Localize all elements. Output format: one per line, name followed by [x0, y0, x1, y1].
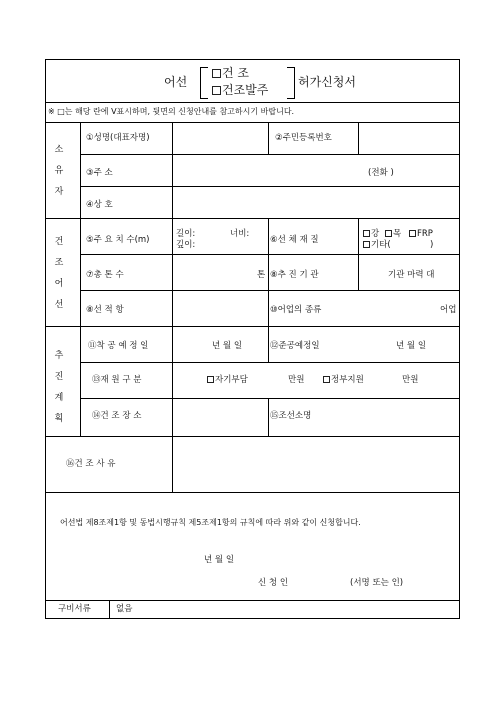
- vessel-breadth-label: 너비:: [230, 229, 250, 239]
- title-suffix: 허가신청서: [298, 75, 356, 89]
- divider: [45, 122, 460, 123]
- title-option-order-label: 건조발주: [222, 83, 269, 97]
- plan-section-label: 추 진 계 획: [54, 351, 64, 424]
- divider: [172, 218, 173, 326]
- hull-option-other-close: ): [430, 240, 434, 250]
- documents-label: 구비서류: [58, 604, 91, 614]
- checkbox-icon[interactable]: [212, 86, 221, 95]
- checkbox-icon[interactable]: [409, 230, 416, 237]
- title-option-construct-label: 건 조: [222, 66, 249, 80]
- divider: [45, 492, 460, 493]
- vessel-engine-label: ⑧추 진 기 관: [270, 270, 319, 280]
- declaration-text: 어선법 제8조제1항 및 동법시행규칙 제5조제1항의 규칙에 따라 위와 같이 신청합니다.: [60, 518, 361, 527]
- funding-option-gov[interactable]: 정부지원: [323, 376, 364, 385]
- divider: [45, 326, 460, 327]
- funding-self-unit: 만원: [288, 375, 305, 385]
- plan-funding-label: ⑬재 원 구 분: [92, 375, 142, 385]
- divider: [80, 362, 460, 363]
- checkbox-icon[interactable]: [212, 69, 221, 78]
- owner-address-label: ③주 소: [86, 168, 113, 178]
- divider: [45, 436, 460, 437]
- divider: [268, 398, 269, 436]
- divider: [268, 218, 269, 326]
- vessel-port-label: ⑧선 적 항: [86, 305, 124, 315]
- vessel-hull-label: ⑥선 체 재 질: [270, 235, 319, 245]
- vessel-tonnage-label: ⑦총 톤 수: [86, 270, 124, 280]
- divider: [109, 600, 110, 619]
- notice-text: ※ □는 해당 란에 V표시하며, 뒷면의 신청안내를 참고하시기 바랍니다.: [48, 107, 295, 116]
- divider: [268, 326, 269, 362]
- reason-label: ⑯건 조 사 유: [66, 459, 116, 469]
- owner-name-label: ①성명(대표자명): [86, 133, 150, 143]
- divider: [172, 122, 173, 154]
- checkbox-icon[interactable]: [207, 376, 214, 383]
- divider: [80, 122, 81, 218]
- owner-company-label: ④상 호: [86, 200, 113, 210]
- divider: [80, 154, 460, 155]
- title-prefix: 어선: [164, 75, 188, 89]
- divider: [80, 254, 460, 255]
- documents-value: 없음: [116, 604, 133, 614]
- vessel-length-label: 길이:: [176, 229, 196, 239]
- title-option-order[interactable]: [212, 84, 268, 96]
- divider: [172, 436, 173, 492]
- funding-option-self[interactable]: 자기부담: [207, 376, 248, 385]
- plan-start-date: 년 월 일: [212, 341, 243, 351]
- checkbox-icon[interactable]: [363, 241, 370, 248]
- divider: [80, 218, 81, 326]
- owner-phone-label: (전화 ): [368, 168, 394, 178]
- application-form: [45, 59, 460, 619]
- owner-reg-label: ②주민등록번호: [275, 133, 332, 143]
- hull-option-wood[interactable]: 목: [385, 230, 401, 239]
- hull-option-steel[interactable]: 강: [363, 230, 379, 239]
- divider: [172, 326, 173, 436]
- plan-site-label: ⑭건 조 장 소: [92, 411, 142, 421]
- divider: [45, 218, 460, 219]
- signature-label: (서명 또는 인): [350, 578, 404, 588]
- divider: [45, 600, 460, 601]
- title-left-bracket: [200, 67, 208, 99]
- owner-section-label: 소 유 자: [54, 145, 64, 197]
- vessel-depth-label: 깊이:: [176, 240, 196, 250]
- hull-option-other[interactable]: 기타(: [363, 241, 391, 250]
- divider: [80, 326, 81, 436]
- plan-start-label: ⑪착 공 예 정 일: [88, 341, 149, 351]
- vessel-section-label: 건 조 어 선: [54, 237, 64, 310]
- title-option-construct[interactable]: [212, 67, 249, 79]
- date-line: 년 월 일: [204, 555, 235, 565]
- divider: [358, 122, 359, 154]
- checkbox-icon[interactable]: [385, 230, 392, 237]
- vessel-dimensions-label: ⑤주 요 치 수(m): [86, 235, 150, 245]
- divider: [80, 290, 460, 291]
- plan-shipyard-label: ⑮조선소명: [270, 411, 312, 421]
- divider: [268, 122, 269, 154]
- divider: [80, 398, 460, 399]
- funding-gov-unit: 만원: [402, 375, 419, 385]
- vessel-engine-unit: 기관 마력 대: [388, 270, 435, 280]
- applicant-label: 신 청 인: [258, 578, 289, 588]
- checkbox-icon[interactable]: [363, 230, 370, 237]
- vessel-tonnage-unit: 톤: [257, 270, 266, 280]
- plan-end-label: ⑫준공예정일: [270, 341, 320, 351]
- hull-option-frp[interactable]: FRP: [409, 230, 433, 239]
- title-right-bracket: [287, 67, 295, 99]
- vessel-fishery-label: ⑩어업의 종류: [270, 305, 322, 315]
- vessel-fishery-unit: 어업: [440, 305, 457, 315]
- checkbox-icon[interactable]: [323, 376, 330, 383]
- plan-end-date: 년 월 일: [396, 341, 427, 351]
- divider: [80, 186, 460, 187]
- divider: [45, 102, 460, 103]
